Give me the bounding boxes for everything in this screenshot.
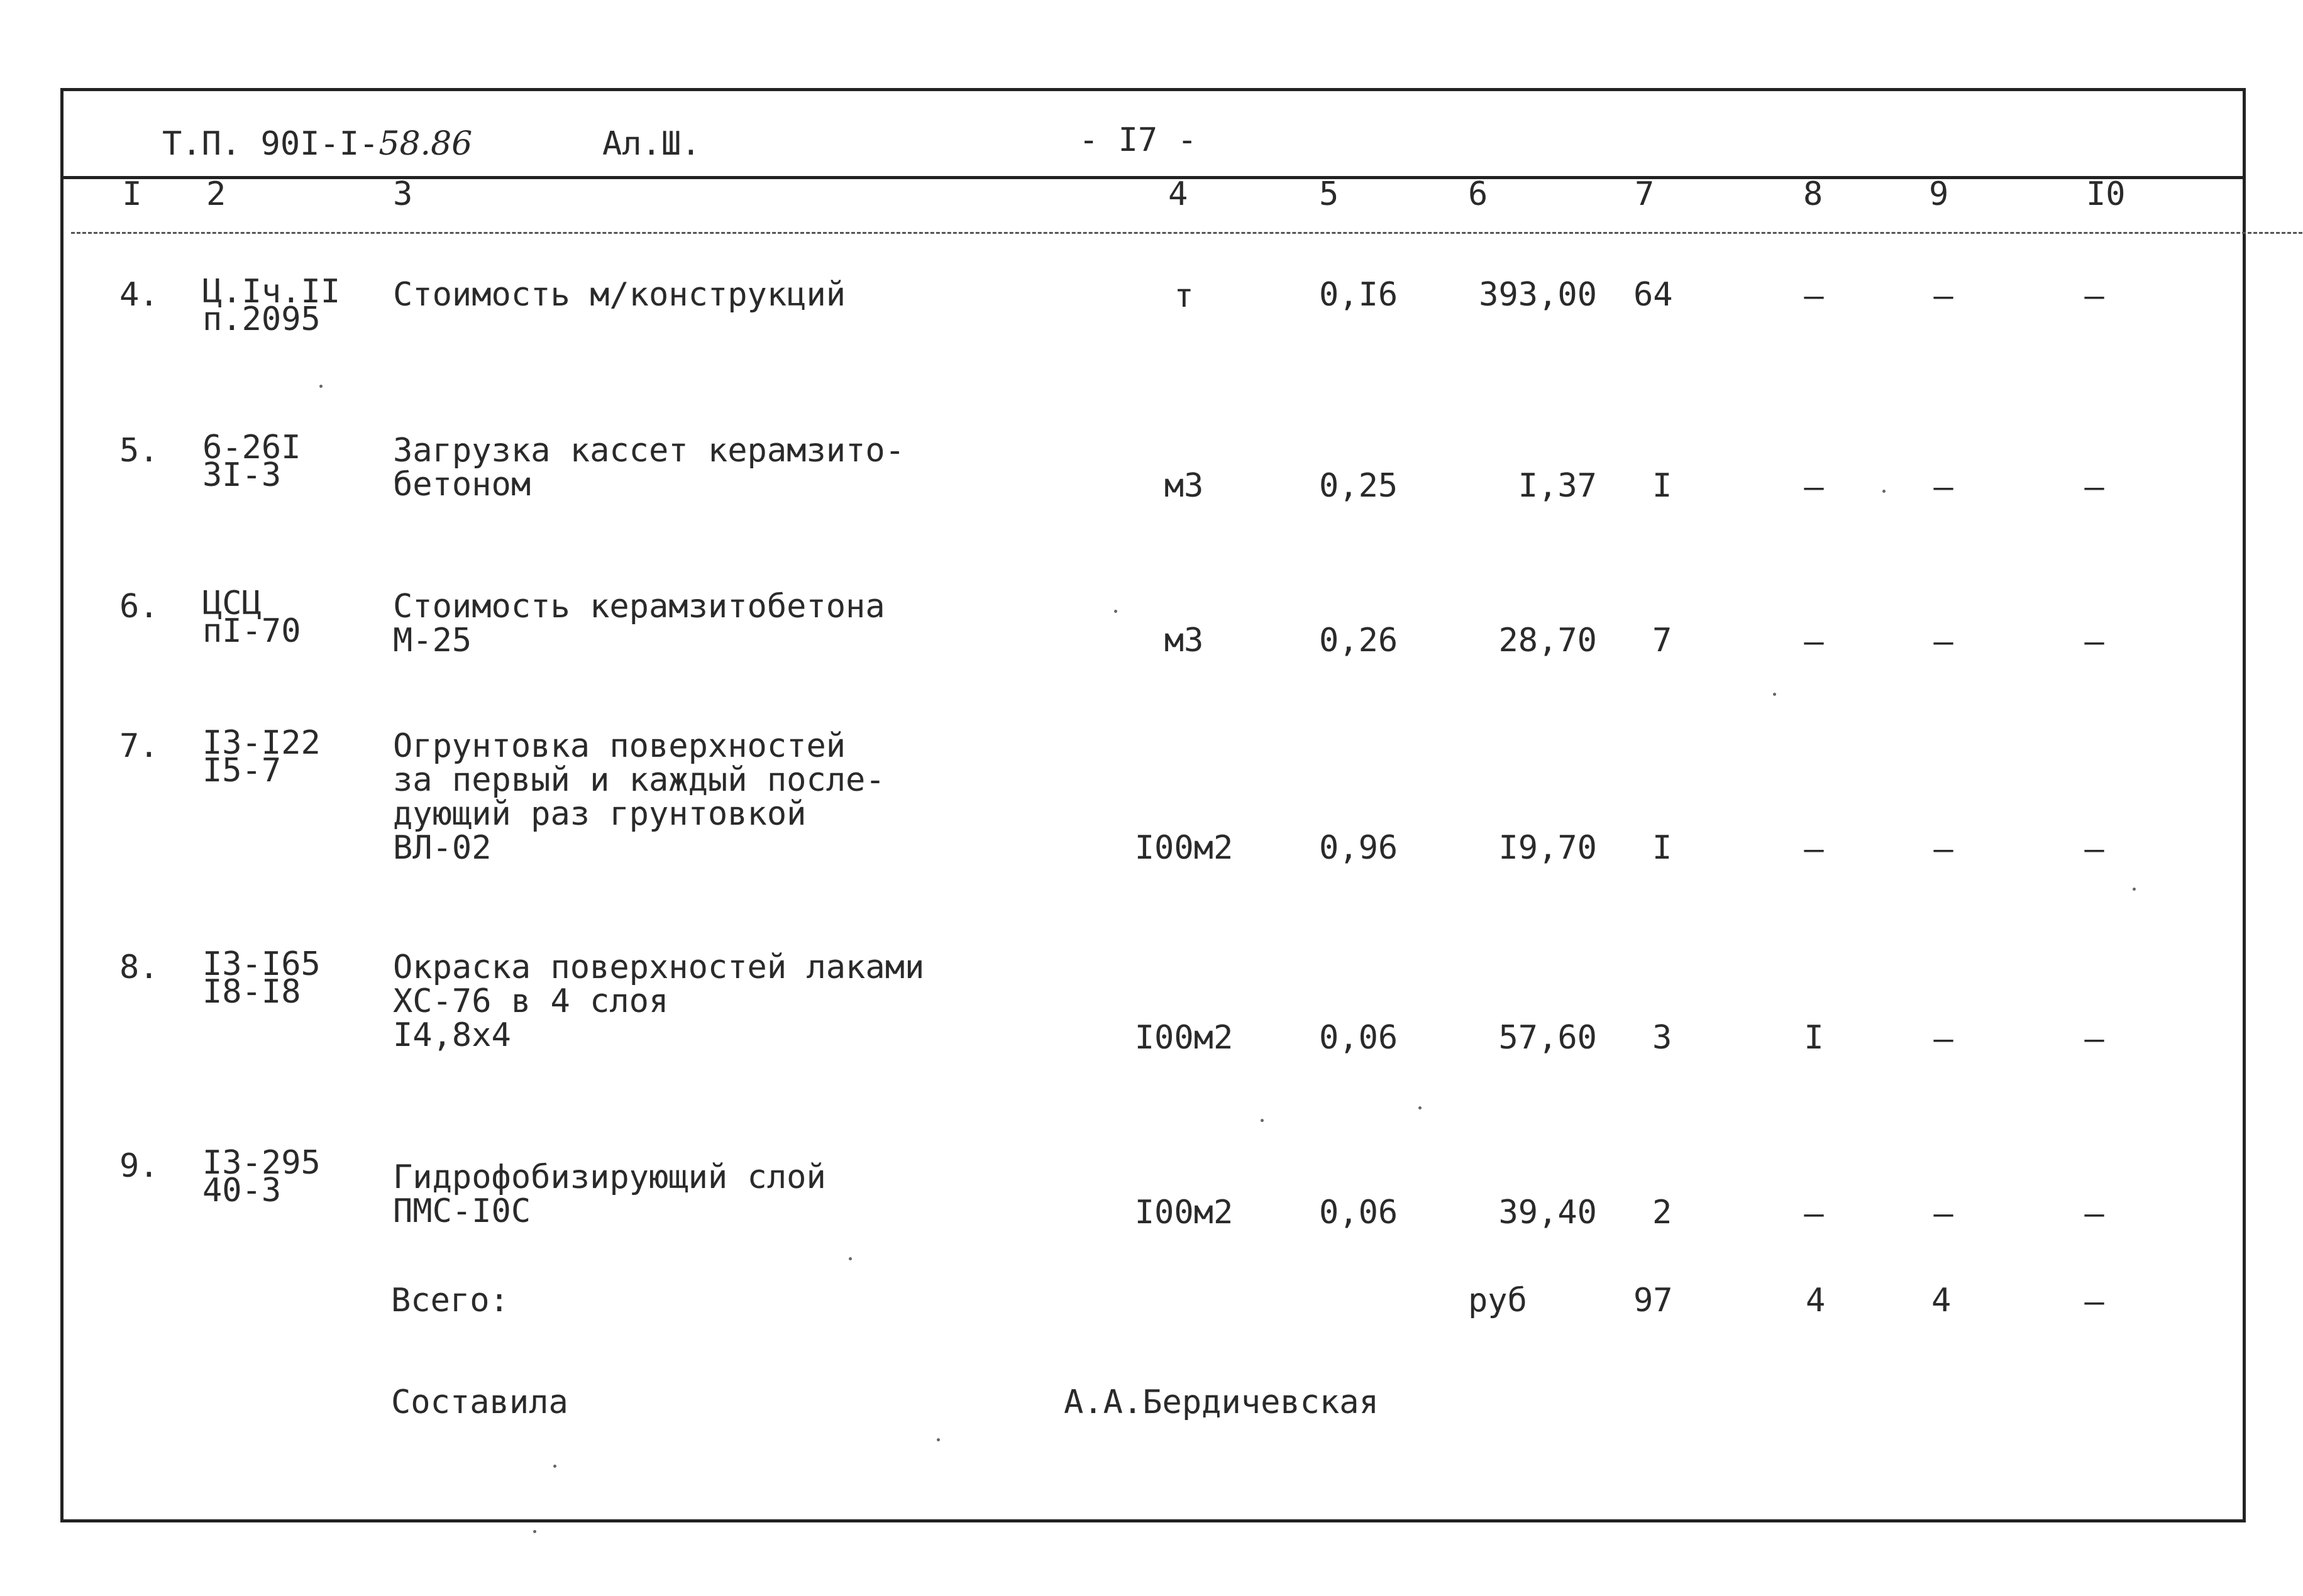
total-col9: 4 bbox=[1931, 1282, 1952, 1319]
column-header-9: 9 bbox=[1929, 175, 1949, 213]
page-number: - I7 - bbox=[1079, 121, 1197, 159]
row-reference: ЦСЦ пI-70 bbox=[202, 585, 301, 650]
row-col9: – bbox=[1933, 830, 1953, 868]
row-price: I9,70 bbox=[1498, 829, 1597, 867]
scan-speck bbox=[1418, 1106, 1422, 1109]
total-label: Всего: bbox=[391, 1282, 509, 1319]
row-col10: – bbox=[2084, 623, 2104, 661]
row-col8: – bbox=[1804, 1195, 1824, 1233]
document-code-prefix: Т.П. 90I-I- bbox=[162, 125, 379, 163]
row-col10: – bbox=[2084, 1195, 2104, 1233]
row-col7: I bbox=[1652, 467, 1672, 505]
row-col10: – bbox=[2084, 830, 2104, 868]
signature-name: А.А.Бердичевская bbox=[1064, 1384, 1379, 1421]
row-quantity: 0,I6 bbox=[1319, 276, 1398, 314]
row-price: 57,60 bbox=[1498, 1019, 1597, 1057]
row-price: 28,70 bbox=[1498, 622, 1597, 659]
row-number: 4. bbox=[119, 276, 159, 314]
row-reference: 6-26I 3I-3 bbox=[202, 429, 301, 494]
row-unit: м3 bbox=[1164, 467, 1204, 505]
scan-speck bbox=[553, 1465, 556, 1468]
row-unit: I00м2 bbox=[1134, 1194, 1234, 1231]
row-col8: – bbox=[1804, 830, 1824, 868]
row-unit: т bbox=[1174, 277, 1194, 315]
row-description: Гидрофобизирующий слой ПМС-I0С bbox=[393, 1158, 826, 1230]
row-col9: – bbox=[1933, 277, 1953, 315]
row-unit: м3 bbox=[1164, 622, 1204, 659]
signature-label: Составила bbox=[391, 1384, 568, 1421]
row-col7: 64 bbox=[1633, 276, 1673, 314]
total-col7: 97 bbox=[1633, 1282, 1673, 1319]
document-code bbox=[162, 127, 472, 161]
album-label: Ал.Ш. bbox=[602, 125, 701, 163]
row-description: Стоимость м/конструкций bbox=[393, 276, 846, 314]
row-col10: – bbox=[2084, 277, 2104, 315]
row-quantity: 0,25 bbox=[1319, 467, 1398, 505]
row-reference: I3-I65 I8-I8 bbox=[202, 945, 321, 1011]
column-header-2: 2 bbox=[206, 175, 226, 213]
row-col10: – bbox=[2084, 468, 2104, 506]
column-header-5: 5 bbox=[1319, 175, 1339, 213]
row-col7: 2 bbox=[1652, 1194, 1672, 1231]
row-number: 6. bbox=[119, 588, 159, 625]
scan-speck bbox=[1773, 693, 1776, 696]
column-header-6: 6 bbox=[1468, 175, 1488, 213]
row-col8: – bbox=[1804, 623, 1824, 661]
row-col9: – bbox=[1933, 623, 1953, 661]
row-number: 5. bbox=[119, 432, 159, 470]
column-header-4: 4 bbox=[1168, 175, 1188, 213]
row-reference: I3-295 40-3 bbox=[202, 1144, 321, 1209]
row-col10: – bbox=[2084, 1020, 2104, 1058]
scan-speck bbox=[849, 1257, 852, 1260]
row-col7: I bbox=[1652, 829, 1672, 867]
scan-speck bbox=[937, 1438, 940, 1441]
header-rule bbox=[64, 176, 2243, 179]
row-price: 39,40 bbox=[1498, 1194, 1597, 1231]
row-col9: – bbox=[1933, 468, 1953, 506]
row-quantity: 0,96 bbox=[1319, 829, 1398, 867]
row-number: 7. bbox=[119, 727, 159, 765]
row-quantity: 0,06 bbox=[1319, 1019, 1398, 1057]
row-reference: I3-I22 I5-7 bbox=[202, 724, 321, 790]
row-unit: I00м2 bbox=[1134, 1019, 1234, 1057]
total-col10: – bbox=[2084, 1283, 2104, 1321]
row-col7: 3 bbox=[1652, 1019, 1672, 1057]
row-unit: I00м2 bbox=[1134, 829, 1234, 867]
column-header-1: I bbox=[122, 175, 142, 213]
row-col8: I bbox=[1804, 1019, 1824, 1057]
column-header-8: 8 bbox=[1803, 175, 1823, 213]
scan-speck bbox=[533, 1530, 536, 1533]
row-col9: – bbox=[1933, 1020, 1953, 1058]
row-description: Загрузка кассет керамзито- бетоном bbox=[393, 432, 905, 504]
row-description: Окраска поверхностей лаками ХС-76 в 4 слоя I4,8х4 bbox=[393, 949, 925, 1054]
document-frame bbox=[60, 88, 2246, 1522]
row-col8: – bbox=[1804, 277, 1824, 315]
column-header-10: I0 bbox=[2086, 175, 2126, 213]
total-unit: руб bbox=[1468, 1282, 1527, 1319]
column-header-3: 3 bbox=[393, 175, 413, 213]
total-col8: 4 bbox=[1806, 1282, 1826, 1319]
row-number: 8. bbox=[119, 949, 159, 986]
row-description: Огрунтовка поверхностей за первый и каждый после- дующий раз грунтовкой ВЛ-02 bbox=[393, 727, 885, 867]
document-code-handwritten: 58.86 bbox=[378, 125, 473, 163]
row-col8: – bbox=[1804, 468, 1824, 506]
row-quantity: 0,26 bbox=[1319, 622, 1398, 659]
row-col7: 7 bbox=[1652, 622, 1672, 659]
scan-speck bbox=[319, 385, 323, 388]
row-price: I,37 bbox=[1518, 467, 1597, 505]
row-col9: – bbox=[1933, 1195, 1953, 1233]
row-number: 9. bbox=[119, 1147, 159, 1185]
row-description: Стоимость керамзитобетона М-25 bbox=[393, 588, 885, 659]
scan-speck bbox=[2133, 888, 2136, 891]
row-reference: Ц.Iч.II п.2095 bbox=[202, 273, 341, 338]
column-header-7: 7 bbox=[1635, 175, 1655, 213]
row-price: 393,00 bbox=[1479, 276, 1597, 314]
scan-speck bbox=[1261, 1119, 1264, 1122]
row-quantity: 0,06 bbox=[1319, 1194, 1398, 1231]
column-header-rule bbox=[71, 232, 2303, 234]
scan-speck bbox=[1882, 490, 1886, 493]
scan-speck bbox=[1114, 610, 1117, 613]
